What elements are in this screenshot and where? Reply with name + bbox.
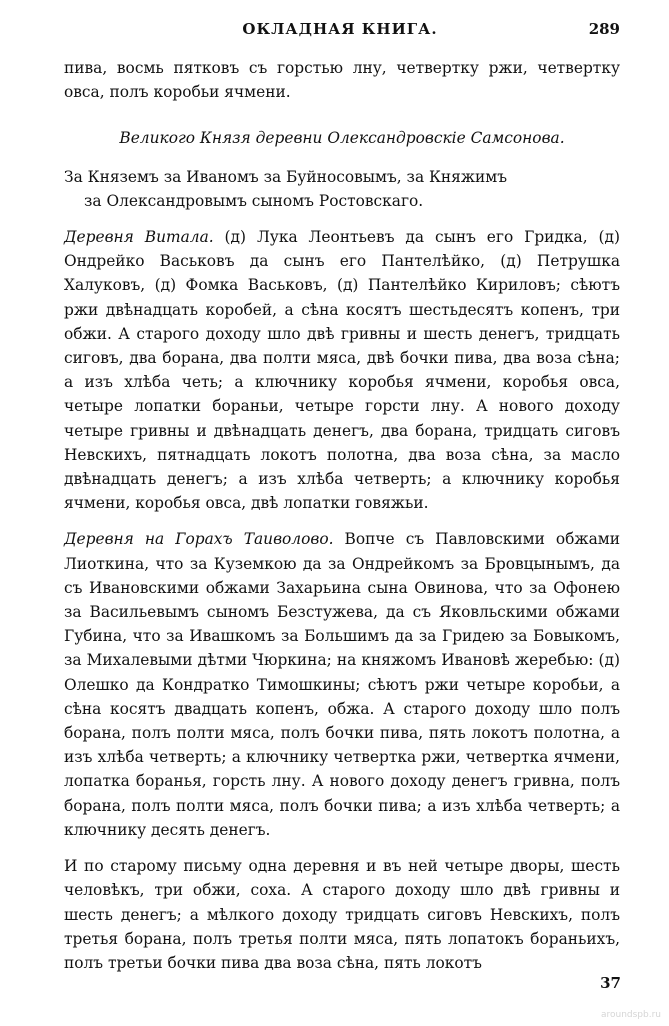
paragraph-text: (д) Лука Леонтьевъ да сынъ его Гридка, (д) Ондрейко Васьковъ да сынъ его Пантелѣйко, (д) Петрушка Халуковъ, (д) Фомка Васьковъ, (д) Пантелѣйко Кириловъ; сѣютъ ржи двѣнадцать коробей, а сѣна косятъ шестьдесятъ копенъ, три обжи. А старого доходу шло двѣ гривны и шесть денегъ, тридцать сиговъ, два борана, два полти мяса, двѣ бочки пива, два воза сѣна; а изъ хлѣба четь; а ключнику коробья ячмени, коробья овса, четыре лопатки бораньи, четыре горсти лну. А нового доходу четыре гривны и двѣнадцать денегъ, два борана, тридцать сиговъ Невскихъ, пятнадцать локотъ полотна, два воза сѣна, за масло двѣнадцать денегъ; а изъ хлѣба четверть; а ключнику коробья ячмени, коробья овса, двѣ лопатки говяжьи. — [64, 228, 620, 513]
paragraph-old-record: И по старому письму одна деревня и въ ней четыре дворы, шесть человѣкъ, три обжи, соха. А старого доходу шло двѣ гривны и шесть денегъ; а мѣлкого доходу тридцать сиговъ Невскихъ, полъ третья борана, полъ третья полти мяса, пять лопатокъ бораньихъ, полъ третьи бочки пива два воза сѣна, пять локотъ — [64, 857, 620, 972]
paragraph-gap — [64, 515, 620, 527]
section-subheading — [64, 165, 620, 213]
running-title: ОКЛАДНАЯ КНИГА. — [242, 20, 438, 38]
page-number: 289 — [588, 20, 620, 38]
paragraph-lead: Деревня на Горахъ Таиволово. — [64, 530, 334, 549]
paragraph-vitala — [64, 225, 620, 515]
body-text — [64, 56, 620, 975]
subheading-line-1: За Княземъ за Иваномъ за Буйносовымъ, за Княжимъ — [64, 167, 508, 186]
signature-mark: 37 — [600, 974, 621, 992]
paragraph-text: Вопче съ Павловскими обжами Лиоткина, что за Куземкою да за Ондрейкомъ за Бровцынымъ, да съ Ивановскими обжами Захарьина сына Овинова, что за Офонею за Васильевымъ сыномъ Безстужева, да съ Яковльскими обжами Губина, что за Ивашкомъ за Большимъ да за Гридею за Бовыкомъ, за Михалевыми дѣтми Чюркина; на княжомъ Ивановѣ жеребью: (д) Олешко да Кондратко Тимошкины; сѣютъ ржи четыре коробьи, а сѣна косятъ двадцать копенъ, обжа. А старого доходу шло полъ борана, полъ полти мяса, полъ бочки пива, пять локотъ полотна, а изъ хлѣба четверть; а ключнику четвертка ржи, четвертка ячмени, лопатка боранья, горсть лну. А нового доходу денегъ гривна, полъ борана, полъ полти мяса, полъ бочки пива; а изъ хлѣба четверть; а ключнику десять денегъ. — [64, 530, 620, 839]
watermark: aroundspb.ru — [600, 1010, 661, 1020]
paragraph-taivolovo — [64, 527, 620, 842]
paragraph-continuation: пива, восмь пятковъ съ горстью лну, четвертку ржи, четвертку овса, полъ коробьи ячмени. — [64, 59, 620, 102]
paragraph-lead: Деревня Витала. — [64, 228, 214, 247]
subheading-line-2: за Олександровымъ сыномъ Ростовскаго. — [84, 191, 424, 210]
paragraph-gap — [64, 842, 620, 854]
running-head — [60, 20, 620, 46]
section-heading: Великого Князя деревни Олександровскіе Самсонова. — [119, 129, 565, 148]
